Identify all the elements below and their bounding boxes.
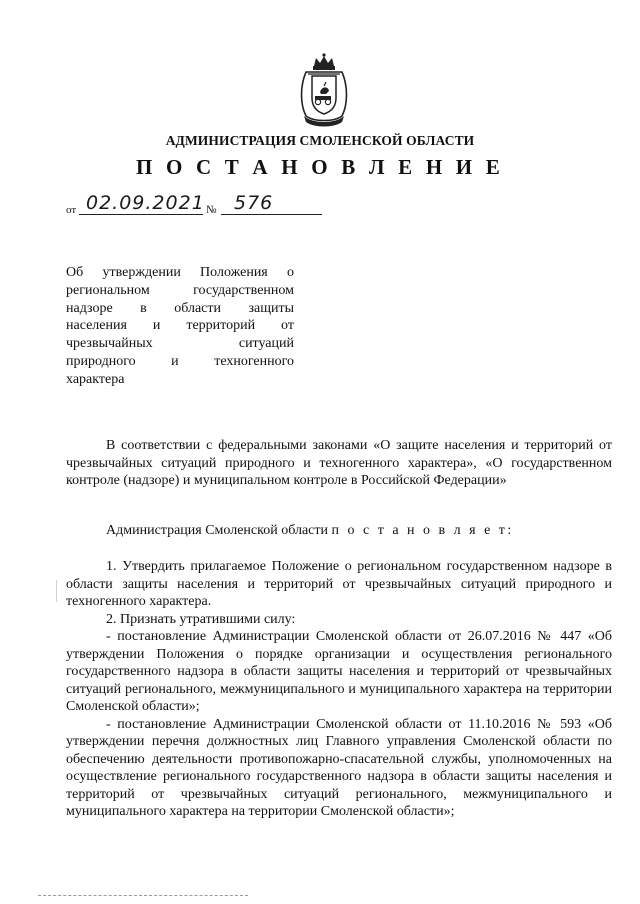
subject-line: чрезвычайных ситуаций — [66, 336, 294, 352]
subject-line: Об утверждении Положения о — [66, 265, 294, 280]
resolve-paragraph — [66, 522, 612, 540]
resolve-line — [66, 522, 612, 540]
number-line — [221, 214, 322, 215]
resolution-items — [66, 558, 612, 821]
item-1: 1. Утвердить прилагаемое Положение о региональном государственном надзоре в области защиты населения и территорий от чрезвычайных ситуаций природного и техногенного характера. — [66, 559, 612, 609]
date-value-handwritten: 02.09.2021 — [86, 192, 205, 214]
item-2: 2. Признать утратившими силу: — [106, 611, 296, 627]
sub-item-2: - постановление Администрации Смоленской области от 11.10.2016 № 593 «Об утверждении перечня должностных лиц Главного управления Смоленской области по обеспечению деятельности противопожарно-спасательной службы, уполномоченных на осуществление регионального государственного надзора в области защиты населения и территорий от чрезвычайных ситуаций регионального, межмуниципального и муниципального характера на территории Смоленской области»; — [66, 716, 612, 819]
resolve-lead: Администрация Смоленской области — [106, 523, 329, 538]
subject-line: характера — [66, 371, 125, 387]
date-line — [79, 214, 203, 215]
organization-name: АДМИНИСТРАЦИЯ СМОЛЕНСКОЙ ОБЛАСТИ — [165, 133, 475, 148]
subject-line: надзоре в области защиты — [66, 300, 294, 316]
subject-line: региональном государственном — [66, 282, 294, 298]
preamble-text: В соответствии с федеральными законами «О защите населения и территорий от чрезвычайных ситуаций природного и техногенного характера», «О государственном контроле (надзоре) и муниципальном контроле в Российской Федерации» — [66, 438, 612, 488]
bottom-scan-rule — [38, 895, 248, 896]
preamble-paragraph — [66, 437, 612, 490]
subject-line: населения и территорий от — [66, 318, 294, 334]
sub-item-1: - постановление Администрации Смоленской области от 26.07.2016 № 447 «Об утверждении Положения о порядке организации и осуществления регионального государственного надзора в области защиты населения и территорий от чрезвычайных ситуаций регионального, межмуниципального и муниципального характера на территории Смоленской области»; — [66, 629, 612, 714]
subject-line: природного и техногенного — [66, 353, 294, 369]
document-subject — [66, 264, 294, 389]
scan-margin-mark — [56, 580, 57, 602]
number-value-handwritten: 576 — [234, 192, 274, 214]
document-type-title: П О С Т А Н О В Л Е Н И Е — [135, 155, 504, 179]
resolve-word: п о с т а н о в л я е т: — [331, 523, 514, 538]
coat-of-arms-emblem — [296, 52, 352, 128]
date-prefix: от — [66, 204, 77, 216]
number-prefix: № — [206, 204, 217, 216]
